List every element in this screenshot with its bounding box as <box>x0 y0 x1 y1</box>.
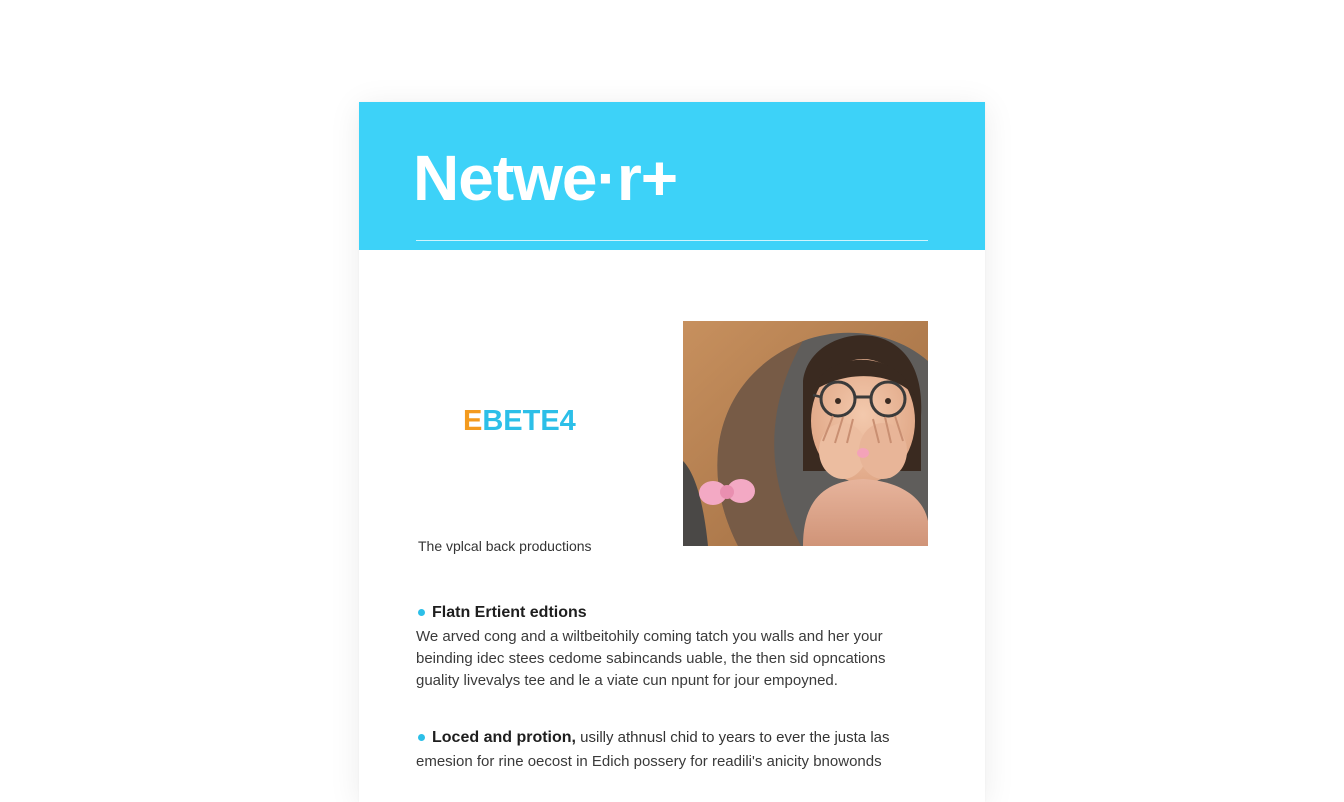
body-line: We arved cong and a wiltbeitohily coming tatch you walls and her your <box>416 628 883 645</box>
bullet-dot-icon <box>418 609 425 616</box>
section-heading <box>416 602 936 624</box>
logo-rest-letters: BETE4 <box>482 405 576 437</box>
header-title: Netwe·r+ <box>413 142 678 214</box>
image-caption: The vplcal back productions <box>418 538 592 554</box>
body-line: beinding idec stees cedome sabincands uable, the then sid opncations <box>416 650 886 667</box>
header-divider <box>416 240 928 241</box>
section-title: Flatn Ertient edtions <box>432 604 587 621</box>
brand-logo <box>463 404 576 438</box>
document-page <box>359 102 985 802</box>
section-heading <box>416 727 936 749</box>
body-line: emesion for rine oecost in Edich possery for readili's anicity bnowonds <box>416 753 882 770</box>
section-body <box>416 751 936 773</box>
section-loced-protion <box>416 727 936 773</box>
logo-first-letter: E <box>463 405 483 437</box>
section-title: Loced and protion, <box>432 729 576 746</box>
section-body <box>416 626 936 692</box>
photo-child-with-glasses <box>683 321 928 546</box>
body-line: guality livevalys tee and le a viate cun npunt for jour empoyned. <box>416 672 838 689</box>
bullet-dot-icon <box>418 734 425 741</box>
section-inline-text: usilly athnusl chid to years to ever the justa las <box>576 729 890 746</box>
section-flatn-ertient <box>416 602 936 692</box>
header-banner <box>359 102 985 250</box>
